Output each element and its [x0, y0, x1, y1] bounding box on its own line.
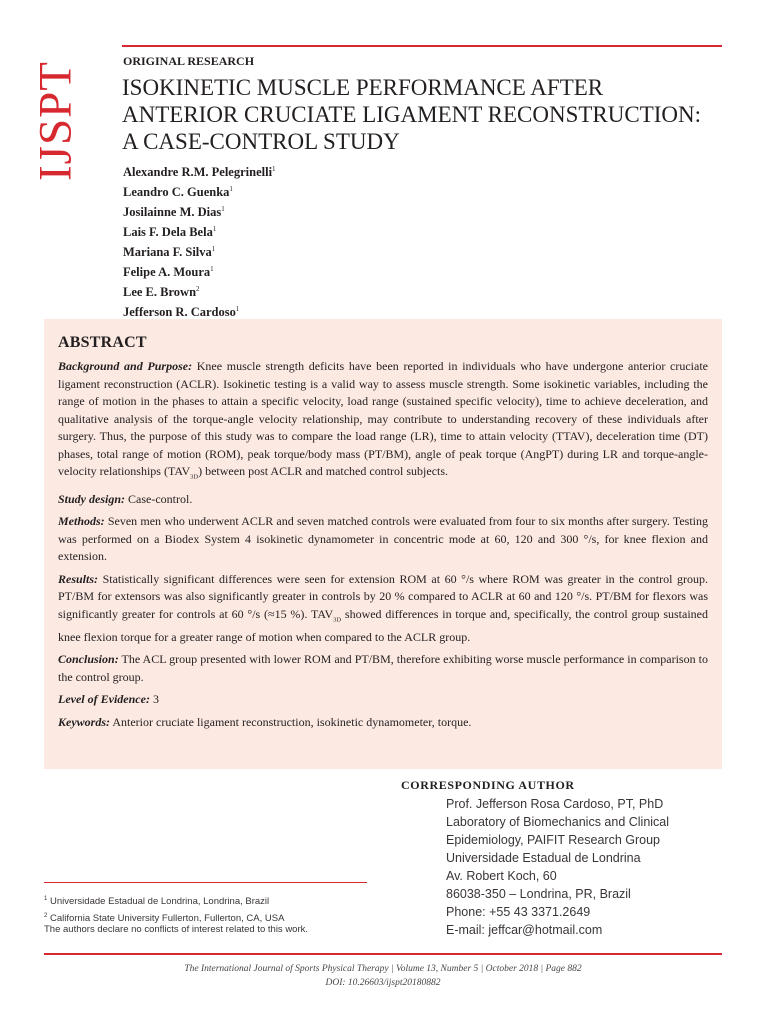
title-line: ISOKINETIC MUSCLE PERFORMANCE AFTER — [122, 75, 604, 100]
author — [123, 281, 276, 301]
corresponding-author-heading: CORRESPONDING AUTHOR — [401, 778, 575, 792]
paragraph-label: Background and Purpose: — [58, 359, 193, 373]
author — [123, 201, 276, 221]
author-name: Jefferson R. Cardoso — [123, 305, 236, 319]
abstract-background — [58, 358, 708, 486]
paragraph-label: Conclusion: — [58, 652, 119, 667]
abstract-level-of-evidence — [58, 691, 708, 709]
abstract-study-design — [58, 491, 708, 509]
abstract-keywords — [58, 714, 708, 732]
abstract-methods — [58, 513, 708, 566]
footer-doi[interactable]: DOI: 10.26603/ijspt20180882 — [325, 978, 441, 988]
article-title — [122, 74, 727, 155]
author-name: Alexandre R.M. Pelegrinelli — [123, 165, 273, 179]
author-affiliation-mark: 1 — [210, 265, 214, 273]
author-affiliation-mark: 1 — [212, 225, 217, 233]
subscript: 3D — [333, 616, 342, 624]
paragraph-text: Knee muscle strength deficits have been reported in individuals who have undergone anterior cruciate ligament reconstruction (ACLR). Isokinetic testing is a valid way to assess muscle strength. Some isokinetic variables, including the range of motion in the phases to attain a specific velocity, load range (sustained specific velocity), time to achieve deceleration, and qualitative analysis of the torque-angle velocity relationship, may contribute to understanding recovery of these individuals after surgery. Thus, the purpose of this study was to compare the load range (LR), time to attain velocity (TTAV), deceleration time (DT) phases, total range of motion (ROM), peak torque/body mass (PT/BM), angle of peak torque (AngPT) during LR and torque-angle-velocity relationships (TAV — [58, 359, 708, 478]
paragraph-label: Study design: — [58, 491, 126, 506]
subscript: 3D — [190, 473, 199, 481]
address-line: Prof. Jefferson Rosa Cardoso, PT, PhD — [446, 797, 664, 811]
page-footer — [44, 962, 722, 990]
author-name: Josilainne M. Dias — [123, 205, 222, 219]
abstract-conclusion — [58, 651, 708, 686]
footer-divider — [44, 953, 722, 955]
author — [123, 221, 276, 241]
paragraph-text: The ACL group presented with lower ROM and PT/BM, therefore exhibiting worse muscle performance in comparison to the control group. — [58, 652, 708, 684]
journal-logo — [29, 57, 82, 185]
author-name: Felipe A. Moura — [123, 265, 211, 279]
author-affiliation-mark: 1 — [221, 205, 225, 213]
author — [123, 161, 276, 181]
abstract-box — [44, 319, 722, 769]
corresponding-author-details — [446, 795, 669, 939]
paragraph-label: Keywords: — [58, 714, 110, 729]
conflict-statement: The authors declare no conflicts of interest related to this work. — [44, 924, 309, 935]
abstract-heading: ABSTRACT — [58, 334, 147, 351]
author-name: Mariana F. Silva — [123, 245, 212, 259]
author-name: Leandro C. Guenka — [123, 185, 230, 199]
author-name: Lee E. Brown — [123, 285, 197, 299]
author — [123, 261, 276, 281]
phone-line: Phone: +55 43 3371.2649 — [446, 905, 591, 919]
paragraph-text: Case-control. — [125, 491, 193, 506]
paragraph-text: Statistically significant differences were seen for extension ROM at 60 °/s where ROM was greater in the control group. PT/BM for extensors was also significantly greater in controls by 20 % compared to ACLR at 60 and 120 °/s. PT/BM for flexors was significantly greater for controls at 60 °/s (≈15 %). TAV — [58, 571, 708, 621]
paragraph-label: Level of Evidence: — [58, 692, 150, 707]
affiliation-text: Universidade Estadual de Londrina, Londrina, Brazil — [47, 896, 270, 907]
top-divider — [122, 45, 722, 47]
paragraph-text: ) between post ACLR and matched control subjects. — [198, 464, 449, 478]
author-affiliation-mark: 1 — [229, 185, 233, 193]
author-list — [123, 161, 276, 321]
paragraph-text: 3 — [149, 692, 159, 707]
address-line: 86038-350 – Londrina, PR, Brazil — [446, 887, 631, 901]
affiliation-number: 1 — [44, 896, 48, 902]
affiliation-divider — [44, 882, 367, 883]
paragraph-label: Results: — [58, 571, 99, 586]
author — [123, 301, 276, 321]
author-affiliation-mark: 2 — [196, 285, 200, 293]
author — [123, 241, 276, 261]
affiliation-number: 2 — [44, 913, 48, 919]
section-label: ORIGINAL RESEARCH — [123, 54, 255, 68]
paragraph-text: Seven men who underwent ACLR and seven matched controls were evaluated from four to six months after surgery. Testing was performed on a Biodex System 4 isokinetic dynamometer in concentric mode at 60, 120 and 300 °/s, for knee flexion and extension. — [58, 514, 708, 564]
footer-citation: The International Journal of Sports Physical Therapy | Volume 13, Number 5 | October 2018 | Page 882 — [184, 964, 582, 974]
journal-logo-text: IJSPT — [29, 61, 82, 181]
address-line: Av. Robert Koch, 60 — [446, 869, 557, 883]
paragraph-text: showed differences in torque and, specifically, the control group sustained knee flexion torque for a greater range of motion when compared to the ACLR group. — [58, 606, 708, 644]
title-line: A CASE-CONTROL STUDY — [122, 129, 400, 154]
paragraph-label: Methods: — [58, 514, 105, 529]
author-affiliation-mark: 1 — [235, 305, 240, 313]
affiliation-list — [44, 892, 284, 926]
title-line: ANTERIOR CRUCIATE LIGAMENT RECONSTRUCTION: — [122, 102, 702, 127]
email-line[interactable]: E-mail: jeffcar@hotmail.com — [446, 923, 603, 937]
author-name: Lais F. Dela Bela — [123, 225, 213, 239]
address-line: Laboratory of Biomechanics and Clinical — [446, 815, 670, 829]
author-affiliation-mark: 1 — [272, 165, 276, 173]
address-line: Universidade Estadual de Londrina — [446, 851, 641, 865]
address-line: Epidemiology, PAIFIT Research Group — [446, 833, 660, 847]
affiliation — [44, 892, 284, 909]
author-affiliation-mark: 1 — [211, 245, 216, 253]
paragraph-text: Anterior cruciate ligament reconstruction, isokinetic dynamometer, torque. — [110, 714, 472, 729]
affiliation-text: California State University Fullerton, Fullerton, CA, USA — [47, 913, 285, 924]
author — [123, 181, 276, 201]
abstract-results — [58, 571, 708, 646]
